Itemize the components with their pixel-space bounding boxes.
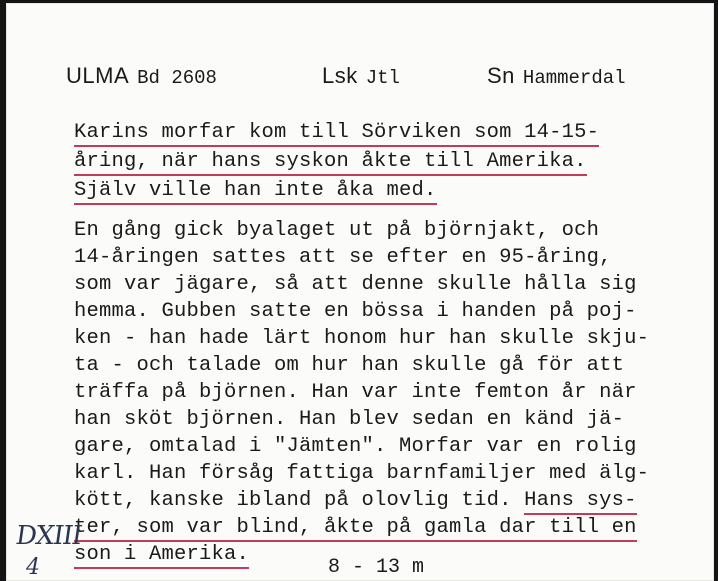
body-line-6: ta - och talade om hur han skulle gå för att	[74, 354, 625, 377]
margin-mark-number: 4	[26, 555, 40, 580]
body-line-3: som var jägare, så att denne skulle hålla sig	[74, 273, 637, 296]
intro-text-3: Själv ville han inte åka med.	[74, 179, 437, 205]
page-range: 8 - 13 m	[328, 556, 425, 579]
intro-line-3	[74, 178, 437, 204]
body-line-1: En gång gick byalaget ut på björnjakt, och	[74, 219, 600, 242]
archive-value: Bd 2608	[137, 67, 217, 89]
body-line-5: ken - han hade lärt honom hur han skulle skju-	[74, 327, 650, 350]
parish-label: Sn	[487, 63, 515, 88]
body-line-2: 14-åringen sattes att se efter en 95-åring,	[74, 246, 612, 269]
body-line-7: träffa på björnen. Han var inte femton år när	[74, 381, 637, 404]
intro-line-1	[74, 120, 599, 146]
body-line-11-underlined: Hans sys-	[524, 489, 637, 515]
parish-value: Hammerdal	[522, 67, 626, 89]
intro-text-1: Karins morfar kom till Sörviken som 14-15-	[74, 121, 599, 147]
body-text-12: ter, som var blind, åkte på gamla dar till en	[74, 516, 637, 542]
intro-line-2	[74, 149, 587, 175]
body-line-10: karl. Han försåg fattiga barnfamiljer med älg-	[74, 462, 650, 485]
body-line-11	[74, 488, 637, 514]
archive-label: ULMA	[66, 63, 130, 88]
district-label: Lsk	[322, 63, 358, 88]
body-line-4: hemma. Gubben satte en bössa i handen på poj-	[74, 300, 637, 323]
body-line-8: han sköt björnen. Han blev sedan en känd jä-	[74, 408, 625, 431]
district-field	[322, 63, 400, 89]
body-line-12	[74, 515, 637, 541]
body-text-13: son i Amerika.	[74, 543, 249, 569]
index-card	[6, 3, 714, 581]
district-value: Jtl	[365, 67, 400, 89]
body-line-13	[74, 542, 249, 568]
intro-text-2: åring, när hans syskon åkte till Amerika.	[74, 150, 587, 176]
body-line-11-plain: kött, kanske ibland på olovlig tid.	[74, 489, 525, 512]
card-header	[66, 63, 666, 97]
parish-field	[487, 63, 626, 89]
archive-field	[66, 63, 217, 89]
body-line-9: gare, omtalad i "Jämten". Morfar var en rolig	[74, 435, 637, 458]
margin-mark-code: DXIII	[13, 521, 84, 551]
